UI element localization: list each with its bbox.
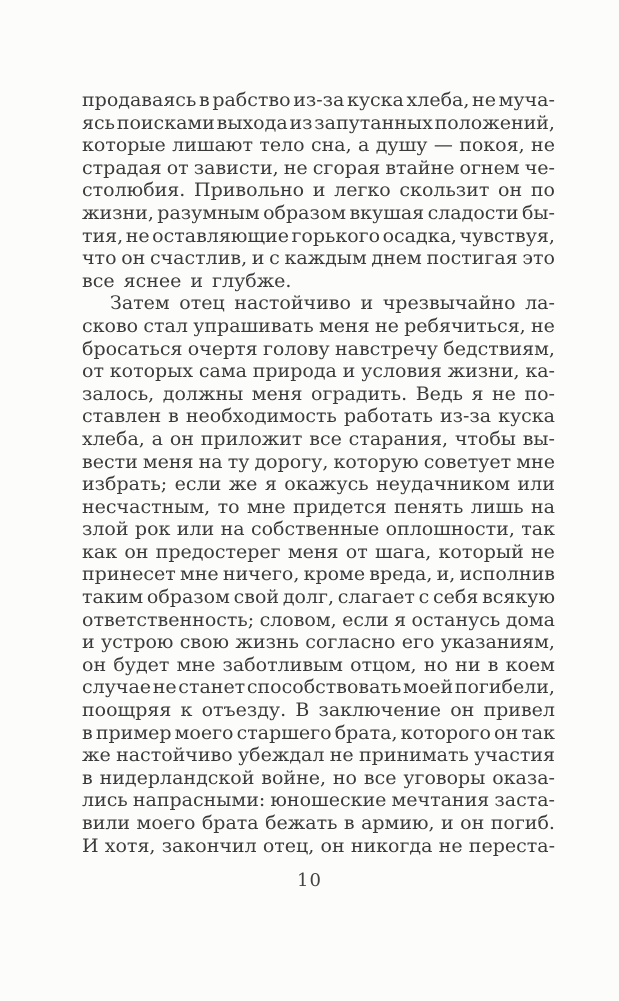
- text-line: [82, 157, 555, 180]
- word: жизни,: [82, 201, 154, 224]
- word: скользит: [399, 179, 490, 202]
- text-line: [82, 270, 555, 293]
- word: не: [374, 314, 399, 337]
- word: заста-: [494, 789, 555, 812]
- word: хотя,: [104, 834, 156, 857]
- word: меня: [319, 314, 370, 337]
- word: исполнив: [459, 563, 555, 586]
- word: все: [363, 766, 397, 789]
- word: слагает: [337, 586, 415, 609]
- word: меня: [251, 382, 303, 405]
- word: чтобы: [454, 427, 516, 450]
- word: природа: [252, 360, 337, 383]
- word: не: [283, 156, 308, 179]
- word: образом: [263, 201, 347, 224]
- text-line: [82, 518, 555, 541]
- word: если: [174, 473, 222, 496]
- word: старшего: [236, 721, 332, 744]
- word: легко: [334, 179, 391, 202]
- word: залось,: [82, 382, 155, 405]
- word: зависти,: [193, 156, 279, 179]
- word: если: [342, 608, 389, 631]
- word: в: [82, 721, 93, 744]
- word: не: [492, 382, 516, 405]
- word: Ведь: [415, 382, 463, 405]
- word: ясь: [82, 111, 115, 134]
- word: Привольно: [194, 179, 305, 202]
- text-line: [82, 586, 555, 609]
- word: не: [329, 744, 354, 767]
- word: приложит: [200, 427, 303, 450]
- text-line: [82, 654, 555, 677]
- word: или: [176, 518, 215, 541]
- word: муча-: [498, 89, 555, 111]
- word: чувствуя,: [459, 224, 555, 247]
- word: коем: [505, 653, 555, 676]
- text-line: [82, 473, 555, 496]
- word: он: [121, 247, 146, 270]
- word: моего: [136, 812, 196, 834]
- word: очертя: [187, 337, 258, 360]
- word: мне: [516, 450, 555, 473]
- word: заботливым: [222, 653, 343, 676]
- word: В: [295, 699, 310, 722]
- text-line: [82, 722, 555, 745]
- word: старания,: [348, 427, 448, 450]
- word: так: [521, 518, 555, 541]
- text-line: [82, 699, 555, 722]
- word: в: [487, 653, 499, 676]
- word: —: [433, 134, 453, 157]
- word: меня: [287, 540, 339, 563]
- word: юношеские: [270, 789, 387, 812]
- word: от: [82, 360, 104, 383]
- word: из-за: [439, 405, 492, 428]
- word: и: [441, 812, 454, 834]
- text-line: [82, 789, 555, 812]
- text-line: [82, 134, 555, 157]
- word: долг,: [282, 586, 335, 609]
- word: чрезвычайно: [382, 292, 516, 315]
- word: мне: [246, 495, 286, 518]
- word: не: [531, 314, 555, 337]
- word: И: [82, 834, 99, 857]
- word: он: [498, 179, 523, 202]
- text-line: [82, 338, 555, 361]
- word: но: [423, 653, 448, 676]
- word: нидерландской: [99, 766, 255, 789]
- word: необходимость: [185, 405, 337, 428]
- word: счастлив,: [149, 247, 248, 270]
- word: бежать: [265, 812, 338, 834]
- word: словом,: [259, 608, 337, 631]
- word: лишь: [470, 495, 524, 518]
- word: несчастным,: [82, 495, 211, 518]
- word: огнем: [459, 156, 520, 179]
- text-line: [82, 360, 555, 383]
- word: сладости: [427, 201, 519, 224]
- word: убеждал: [238, 744, 325, 767]
- word: по: [530, 179, 555, 202]
- word: поисками: [116, 111, 215, 134]
- word: предостерег: [155, 540, 281, 563]
- word: которые: [82, 134, 166, 157]
- word: и: [82, 631, 95, 654]
- word: он: [450, 699, 475, 722]
- word: или: [517, 473, 555, 496]
- word: оплошности,: [385, 518, 515, 541]
- word: тия,: [82, 224, 124, 247]
- word: его: [401, 631, 435, 654]
- word: глубже.: [212, 269, 292, 292]
- text-line: [82, 451, 555, 474]
- word: которого: [400, 721, 491, 744]
- word: мне: [179, 563, 219, 586]
- text-line: [82, 292, 555, 315]
- word: я: [264, 473, 277, 496]
- word: душу: [375, 134, 428, 157]
- word: уговоры: [403, 766, 486, 789]
- word: шага,: [374, 540, 432, 563]
- word: не: [531, 134, 555, 157]
- word: заключение: [318, 699, 442, 722]
- word: которую: [333, 450, 419, 473]
- word: случае: [82, 676, 152, 699]
- word: рабство: [212, 89, 291, 111]
- word: избрать;: [82, 473, 168, 496]
- word: и: [312, 179, 326, 202]
- word: втайне: [385, 156, 455, 179]
- word: устрою: [100, 631, 174, 654]
- word: сково: [82, 314, 139, 337]
- word: а: [358, 134, 370, 157]
- word: все: [309, 427, 342, 450]
- word: от: [345, 540, 368, 563]
- word: тело: [259, 134, 305, 157]
- word: постигая: [426, 247, 518, 270]
- word: вкушая: [349, 201, 425, 224]
- text-line: [82, 496, 555, 519]
- paragraph: [82, 292, 555, 857]
- text-line: [82, 609, 555, 632]
- word: которых: [109, 360, 194, 383]
- word: настойчиво: [234, 292, 351, 315]
- text-line: [82, 835, 555, 858]
- text-line: [82, 202, 555, 225]
- word: никогда: [350, 834, 433, 857]
- word: погибели,: [454, 676, 555, 699]
- word: горького: [291, 224, 381, 247]
- word: с: [269, 247, 280, 270]
- word: работать: [343, 405, 433, 428]
- word: поощряя: [82, 699, 172, 722]
- text-line: [82, 112, 555, 135]
- text-line: [82, 225, 555, 248]
- word: советует: [423, 450, 512, 473]
- text-line: [82, 744, 555, 767]
- word: оказа-: [492, 766, 555, 789]
- word: он: [82, 653, 107, 676]
- word: образом: [146, 586, 230, 609]
- word: же: [228, 473, 258, 496]
- word: так: [521, 721, 555, 744]
- word: останусь: [411, 608, 501, 631]
- word: свой: [233, 586, 280, 609]
- word: он: [169, 427, 194, 450]
- word: все: [82, 269, 115, 292]
- word: который: [438, 540, 524, 563]
- word: отъезду.: [201, 699, 287, 722]
- word: придется: [293, 495, 387, 518]
- word: закончил: [161, 834, 257, 857]
- word: вы-: [522, 427, 555, 450]
- word: напрасными:: [132, 789, 266, 812]
- text-line: [82, 428, 555, 451]
- word: согласно: [305, 631, 396, 654]
- word: сама: [198, 360, 247, 383]
- word: погиб.: [490, 812, 555, 834]
- word: на: [198, 450, 223, 473]
- word: указаниям,: [440, 631, 555, 654]
- word: я: [394, 608, 407, 631]
- word: отец,: [262, 834, 315, 857]
- word: вреда,: [369, 563, 433, 586]
- word: кроме: [303, 563, 366, 586]
- word: должны: [162, 382, 244, 405]
- word: не: [152, 676, 177, 699]
- word: и: [342, 360, 356, 383]
- word: выхода: [216, 111, 288, 134]
- word: в: [82, 766, 93, 789]
- word: и,: [436, 563, 456, 586]
- word: на: [530, 495, 555, 518]
- word: продаваясь: [82, 89, 197, 111]
- word: положений,: [434, 111, 555, 134]
- word: хлеба,: [406, 89, 470, 111]
- word: от: [166, 156, 189, 179]
- word: моего: [174, 721, 234, 744]
- text-line: [82, 405, 555, 428]
- text-line: [82, 812, 555, 835]
- word: жизни,: [447, 360, 520, 383]
- word: в: [168, 405, 179, 428]
- word: страдая: [82, 156, 162, 179]
- word: Затем: [110, 292, 170, 315]
- word: он: [124, 540, 149, 563]
- word: не: [530, 540, 555, 563]
- word: стал: [143, 314, 188, 337]
- word: сгорая: [312, 156, 381, 179]
- word: днем: [371, 247, 422, 270]
- word: ответственность;: [82, 608, 255, 631]
- word: в: [343, 812, 355, 834]
- paragraph: [82, 89, 555, 292]
- word: и: [190, 269, 204, 292]
- word: привел: [483, 699, 555, 722]
- word: настойчиво: [116, 744, 233, 767]
- word: же: [82, 744, 111, 767]
- word: не: [125, 224, 150, 247]
- word: упрашивать: [193, 314, 314, 337]
- word: запутанных: [314, 111, 433, 134]
- word: моей: [402, 676, 454, 699]
- text-line: [82, 631, 555, 654]
- word: не: [438, 834, 463, 857]
- word: станет: [178, 676, 246, 699]
- word: мне: [176, 653, 216, 676]
- word: куска: [346, 89, 404, 111]
- word: ставлен: [82, 405, 162, 428]
- word: он: [320, 834, 345, 857]
- word: принесет: [82, 563, 176, 586]
- page-number: 10: [297, 870, 322, 891]
- text-line: [82, 383, 555, 406]
- word: собственные: [250, 518, 380, 541]
- word: оградить.: [311, 382, 408, 405]
- word: он: [460, 812, 485, 834]
- text-block: [82, 89, 555, 857]
- word: войне,: [261, 766, 327, 789]
- word: оставляющие: [152, 224, 289, 247]
- word: сна,: [310, 134, 352, 157]
- word: пенять: [393, 495, 464, 518]
- word: армию,: [361, 812, 435, 834]
- word: брата: [201, 812, 259, 834]
- word: дорогу,: [254, 450, 329, 473]
- word: что: [82, 247, 117, 270]
- word: то: [217, 495, 240, 518]
- word: ребячиться,: [404, 314, 526, 337]
- text-line: [82, 767, 555, 790]
- text-line: [82, 89, 555, 112]
- word: не: [472, 89, 496, 111]
- word: осадка,: [382, 224, 457, 247]
- word: хлеба,: [82, 427, 145, 450]
- word: ни: [455, 653, 481, 676]
- word: на: [220, 518, 245, 541]
- word: в: [198, 89, 210, 111]
- word: куска: [498, 405, 555, 428]
- text-line: [82, 315, 555, 338]
- word: условия: [361, 360, 442, 383]
- word: пример: [95, 721, 172, 744]
- word: вили: [82, 812, 131, 834]
- word: яснее: [123, 269, 182, 292]
- word: я: [471, 382, 484, 405]
- word: свою: [179, 631, 230, 654]
- word: столюбия.: [82, 179, 186, 202]
- word: будет: [113, 653, 170, 676]
- word: но: [332, 766, 357, 789]
- text-line: [82, 676, 555, 699]
- word: таким: [82, 586, 144, 609]
- word: ла-: [525, 292, 555, 315]
- word: ничего,: [222, 563, 300, 586]
- word: че-: [524, 156, 555, 179]
- word: и: [251, 247, 265, 270]
- word: как: [82, 540, 118, 563]
- word: с: [418, 586, 430, 609]
- word: способствовать: [246, 676, 402, 699]
- text-line: [82, 247, 555, 270]
- word: злой: [82, 518, 129, 541]
- word: дома: [505, 608, 555, 631]
- word: каждым: [284, 247, 367, 270]
- word: мечтания: [391, 789, 490, 812]
- word: рок: [134, 518, 171, 541]
- word: голову: [262, 337, 330, 360]
- word: это: [522, 247, 555, 270]
- word: меня: [142, 450, 194, 473]
- word: ту: [227, 450, 250, 473]
- word: навстречу: [334, 337, 438, 360]
- word: он: [494, 721, 519, 744]
- word: окажусь: [284, 473, 369, 496]
- word: бедствиям,: [443, 337, 555, 360]
- word: брата,: [334, 721, 398, 744]
- word: из-за: [293, 89, 345, 111]
- word: неудачником: [375, 473, 511, 496]
- word: себя: [433, 586, 479, 609]
- word: принимать: [359, 744, 469, 767]
- word: отцом,: [350, 653, 417, 676]
- word: всякую: [482, 586, 555, 609]
- text-line: [82, 563, 555, 586]
- word: и: [360, 292, 374, 315]
- word: бросаться: [82, 337, 183, 360]
- word: лишают: [172, 134, 253, 157]
- word: отец: [179, 292, 225, 315]
- word: лись: [82, 789, 128, 812]
- word: разумным: [157, 201, 260, 224]
- word: покоя,: [459, 134, 525, 157]
- word: а: [151, 427, 163, 450]
- word: участия: [474, 744, 555, 767]
- word: вести: [82, 450, 138, 473]
- word: из: [289, 111, 313, 134]
- text-line: [82, 179, 555, 202]
- word: к: [180, 699, 193, 722]
- word: переста-: [468, 834, 555, 857]
- word: ка-: [525, 360, 555, 383]
- word: жизнь: [235, 631, 299, 654]
- text-line: [82, 541, 555, 564]
- word: бы-: [521, 201, 555, 224]
- word: по-: [524, 382, 555, 405]
